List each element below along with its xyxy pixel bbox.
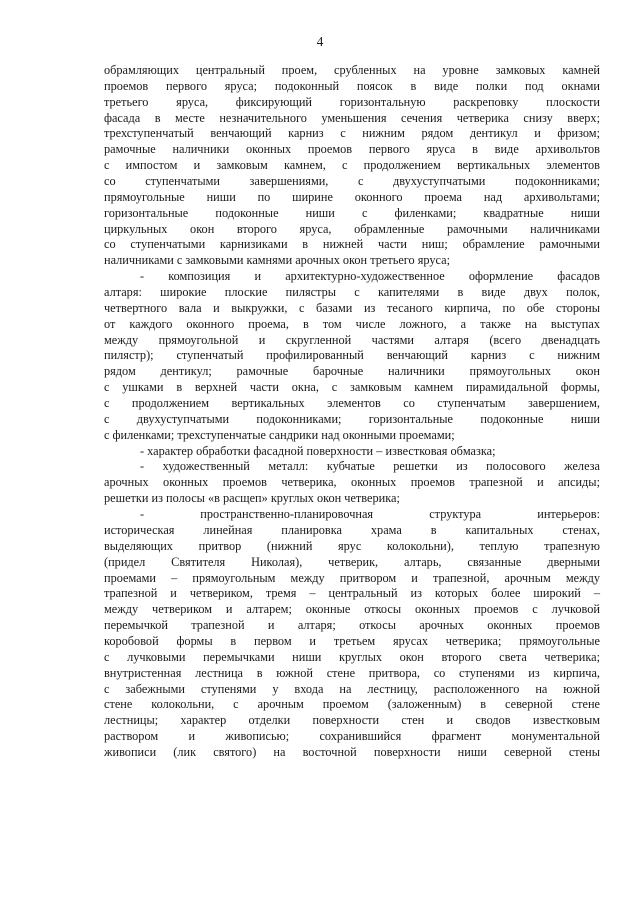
text-line: горизонтальные подоконные ниши с филенками; квадратные ниши [104, 205, 600, 220]
text-line: прямоугольные ниши по ширине оконного проема над архивольтами; [104, 189, 600, 204]
text-line: с продолжением вертикальных элементов со ступенчатым завершением, [104, 396, 600, 411]
text-line: четвертного вала и выкружки, с базами из тесаного кирпича, по обе стороны [104, 300, 600, 315]
text-line: пилястр); ступенчатый профилированный венчающий карниз с нижним [104, 348, 600, 363]
page-number: 4 [316, 34, 324, 49]
text-line: со ступенчатыми завершениями, с двухуступчатыми подоконниками; [104, 174, 600, 189]
text-line: рядом дентикул; рамочные барочные наличники прямоугольных окон [104, 364, 600, 379]
text-line: - художественный металл: кубчатые решетки из полосового железа [140, 459, 600, 474]
text-line: с забежными ступенями у входа на лестницу, расположенного на южной [104, 681, 600, 696]
text-line: алтаря: широкие плоские пилястры с капителями в виде двух полок, [104, 285, 600, 300]
text-line: между четвериком и алтарем; оконные откосы оконных проемов с лучковой [104, 602, 600, 617]
text-line: рамочные наличники оконных проемов первого яруса в виде архивольтов [104, 142, 600, 157]
text-line: - пространственно-планировочная структура интерьеров: [140, 507, 600, 522]
text-line: лестницы; характер отделки поверхности стен и сводов известковым [104, 713, 600, 728]
text-line: трехступенчатый венчающий карниз с нижним рядом дентикул и фризом; [104, 126, 600, 141]
text-line: с ушками в верхней части окна, с замковым камнем пирамидальной формы, [104, 380, 600, 395]
text-line: с филенками; трехступенчатые сандрики над оконными проемами; [104, 427, 455, 442]
text-line: стене колокольни, с арочным проемом (заложенным) в северной стене [104, 697, 600, 712]
text-line: проемами – прямоугольным между притвором и трапезной, арочным между [104, 570, 600, 585]
text-line: историческая линейная планировка храма в капитальных стенах, [104, 522, 600, 537]
text-line: внутристенная лестница в южной стене притвора, со ступенями из кирпича, [104, 665, 600, 680]
text-line: с импостом и замковым камнем, с продолжением вертикальных элементов [104, 158, 600, 173]
text-line: от каждого оконного проема, в том числе ложного, а также на выступах [104, 316, 600, 331]
text-line: циркульных окон второго яруса, обрамленные рамочными наличниками [104, 221, 600, 236]
text-line: живописи (лик святого) на восточной поверхности ниши северной стены [104, 744, 600, 759]
text-line: решетки из полосы «в расщеп» круглых окон четверика; [104, 491, 400, 506]
text-line: перемычкой трапезной и алтаря; откосы арочных оконных проемов [104, 618, 600, 633]
text-line: выделяющих притвор (нижний ярус колокольни), теплую трапезную [104, 538, 600, 553]
text-line: с двухуступчатыми подоконниками; горизонтальные подоконные ниши [104, 411, 600, 426]
text-line: обрамляющих центральный проем, срубленных на уровне замковых камней [104, 63, 600, 77]
text-line: третьего яруса, фиксирующий горизонтальную раскреповку плоскости [104, 94, 600, 109]
text-line: коробовой формы в первом и третьем ярусах четверика; прямоугольные [104, 633, 600, 648]
text-line: арочных оконных проемов четверика, оконных проемов трапезной и апсиды; [104, 475, 600, 490]
text-line: - композиция и архитектурно-художественное оформление фасадов [140, 269, 600, 284]
text-line: фасада в месте незначительного уменьшения сечения четверика снизу вверх; [104, 110, 600, 125]
text-line: раствором и живописью; сохранившийся фрагмент монументальной [104, 729, 600, 744]
text-line: (придел Святителя Николая), четверик, алтарь, связанные дверными [104, 554, 600, 569]
body-text [104, 63, 600, 761]
text-line: проемов первого яруса; подоконный поясок в виде полки под окнами [104, 78, 600, 93]
text-line: с лучковыми перемычками ниши круглых окон второго света четверика; [104, 649, 600, 664]
text-line: со ступенчатыми карнизиками в нижней части ниш; обрамление рамочными [104, 237, 600, 252]
text-line: трапезной и четвериком, тремя – центральный из которых более широкий – [104, 586, 600, 601]
text-line: между прямоугольной и скругленной частями алтаря (всего двенадцать [104, 332, 600, 347]
text-line: - характер обработки фасадной поверхности – известковая обмазка; [140, 443, 496, 458]
text-line: наличниками с замковыми камнями арочных окон третьего яруса; [104, 253, 451, 268]
